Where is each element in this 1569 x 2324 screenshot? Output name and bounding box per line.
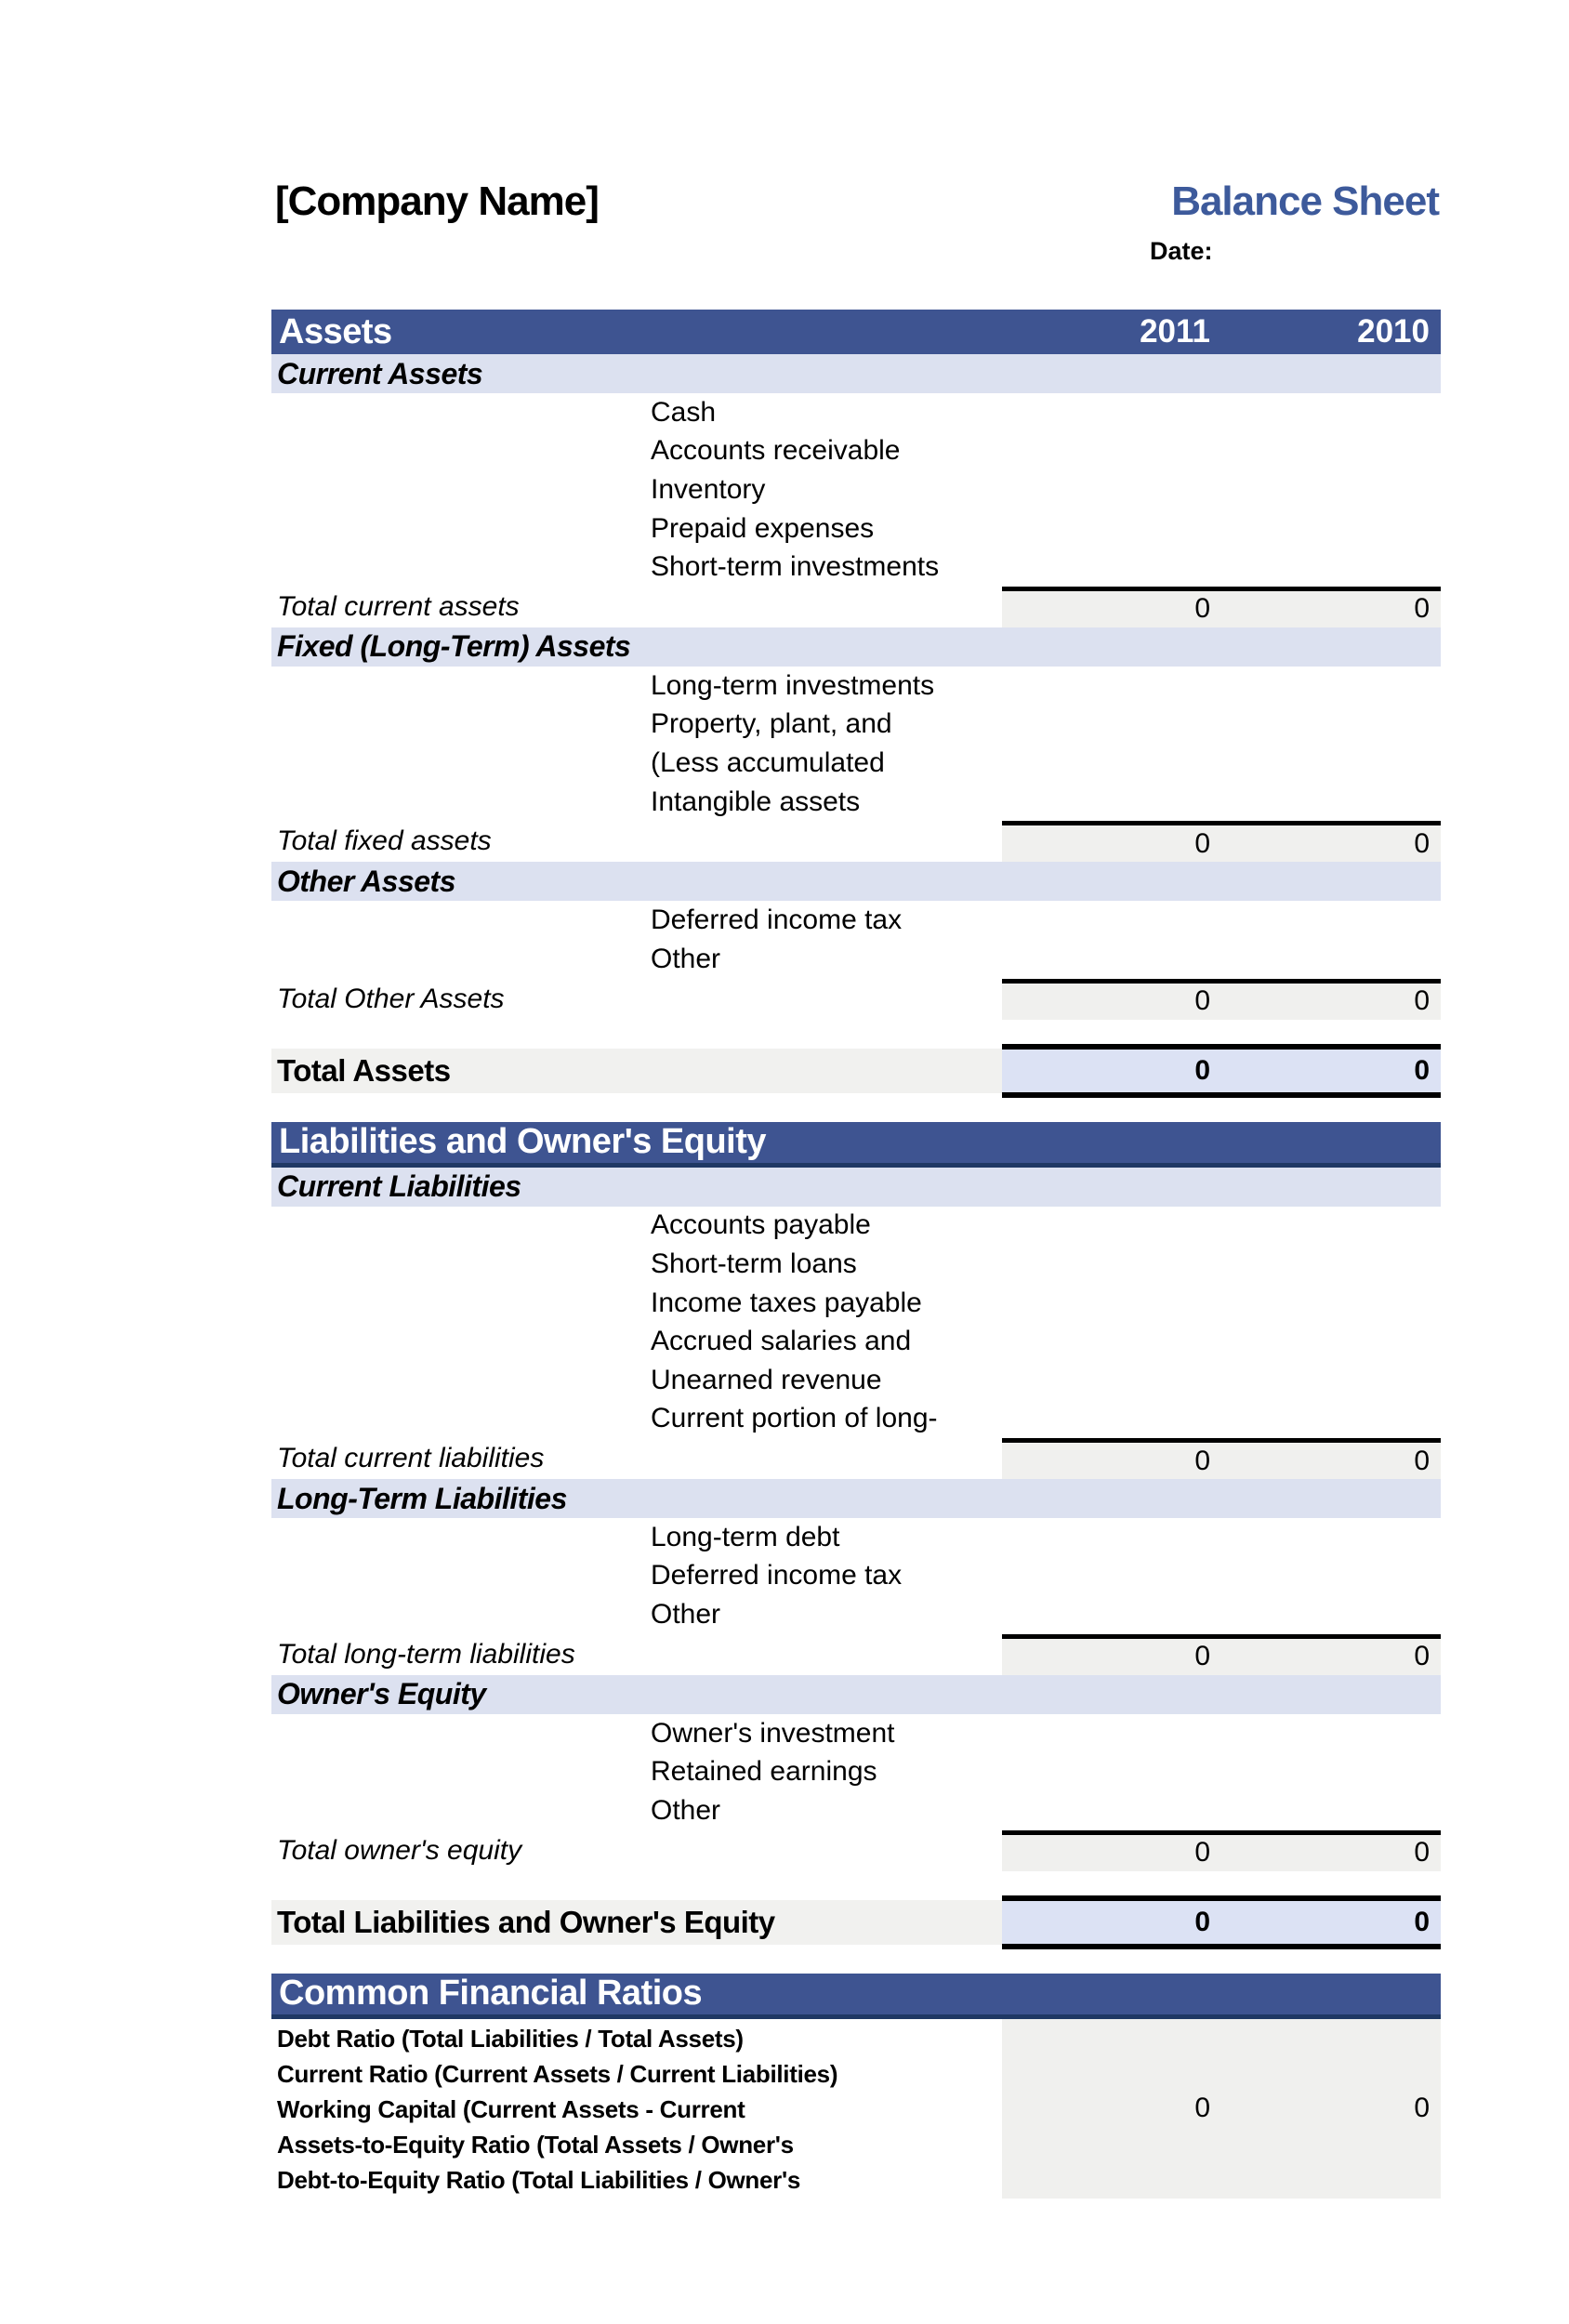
line-item-row — [271, 706, 1441, 745]
value-cell-2010[interactable]: 0 — [1414, 985, 1430, 1017]
line-item-row — [271, 1595, 1441, 1634]
line-item-row — [271, 1518, 1441, 1557]
line-item-row — [271, 1245, 1441, 1284]
line-item-label: Accounts receivable — [651, 435, 901, 467]
assets-header-label: Assets — [279, 311, 392, 351]
year-column-2011: 2011 — [1140, 313, 1210, 350]
document-header — [271, 0, 1441, 310]
total-row-label: Total current assets — [277, 590, 520, 622]
value-cell-2011[interactable]: 0 — [1194, 1054, 1210, 1086]
total-row-label: Total current liabilities — [277, 1443, 545, 1474]
line-item-row — [271, 783, 1441, 822]
section-header-current-assets — [271, 354, 1441, 393]
grand-total-label: Total Liabilities and Owner's Equity — [271, 1900, 1002, 1945]
section-header-current-liabilities — [271, 1168, 1441, 1207]
value-cell-2011[interactable]: 0 — [1194, 1641, 1210, 1672]
line-item-label: Long-term investments — [651, 669, 935, 701]
page-title: Balance Sheet — [1171, 178, 1439, 224]
line-item-row — [271, 667, 1441, 706]
section-label: Other Assets — [277, 864, 455, 898]
value-cell-2010[interactable]: 0 — [1414, 2093, 1430, 2124]
value-cell-2010[interactable]: 0 — [1414, 1054, 1430, 1086]
line-item-label: Intangible assets — [651, 786, 861, 817]
line-item-label: Accounts payable — [651, 1209, 871, 1241]
line-item-label: Property, plant, and — [651, 708, 892, 740]
line-item-label: Deferred income tax — [651, 905, 903, 936]
document-content — [271, 0, 1441, 2199]
total-values — [1002, 979, 1441, 1020]
line-item-label: Current portion of long- — [651, 1403, 938, 1434]
line-item-row — [271, 393, 1441, 432]
line-item-row — [271, 1284, 1441, 1323]
value-cell-2011[interactable]: 0 — [1194, 1837, 1210, 1868]
line-item-row — [271, 509, 1441, 548]
value-cell-2010[interactable]: 0 — [1414, 827, 1430, 859]
value-cell-2011[interactable]: 0 — [1194, 1906, 1210, 1937]
total-values — [1002, 1830, 1441, 1871]
company-name[interactable]: [Company Name] — [275, 178, 599, 224]
grand-total-label: Total Assets — [271, 1049, 1002, 1093]
line-item-row — [271, 470, 1441, 509]
date-row — [271, 236, 1441, 266]
line-item-label: Long-term debt — [651, 1521, 840, 1552]
line-item-label: Owner's investment — [651, 1717, 895, 1749]
line-item-row — [271, 1557, 1441, 1596]
total-values — [1002, 1438, 1441, 1479]
total-row-label: Total fixed assets — [277, 825, 492, 857]
line-item-row — [271, 1361, 1441, 1400]
liabilities-header-label: Liabilities and Owner's Equity — [279, 1122, 767, 1162]
total-row-label: Total Other Assets — [277, 983, 505, 1014]
section-label: Owner's Equity — [277, 1677, 486, 1711]
ratio-list — [271, 2019, 1002, 2199]
line-item-label: Accrued salaries and — [651, 1326, 912, 1357]
section-header-fixed-assets — [271, 627, 1441, 667]
value-cell-2011[interactable]: 0 — [1194, 1445, 1210, 1476]
spacer — [271, 1020, 1441, 1044]
grand-total-row-liabilities-equity — [271, 1895, 1441, 1949]
value-cell-2010[interactable]: 0 — [1414, 1445, 1430, 1476]
section-header-other-assets — [271, 862, 1441, 901]
line-item-label: Cash — [651, 396, 717, 428]
line-item-row — [271, 548, 1441, 587]
spacer — [271, 1098, 1441, 1122]
total-row-other-assets — [271, 979, 1441, 1020]
date-value-cell[interactable] — [1213, 237, 1417, 265]
line-item-label: Short-term loans — [651, 1248, 857, 1279]
value-cell-2011[interactable]: 0 — [1194, 827, 1210, 859]
ratio-label-debt-ratio: Debt Ratio (Total Liabilities / Total Assets) — [277, 2025, 744, 2053]
year-column-2010: 2010 — [1357, 313, 1430, 350]
total-row-current-liabilities — [271, 1438, 1441, 1479]
value-cell-2010[interactable]: 0 — [1414, 1837, 1430, 1868]
value-cell-2010[interactable]: 0 — [1414, 1641, 1430, 1672]
ratio-label-assets-to-equity: Assets-to-Equity Ratio (Total Assets / Owner's — [277, 2131, 794, 2159]
value-cell-2011[interactable]: 0 — [1194, 2093, 1210, 2124]
liabilities-header-bar — [271, 1122, 1441, 1168]
grand-total-values — [1002, 1895, 1441, 1949]
line-item-row — [271, 940, 1441, 979]
total-values — [1002, 821, 1441, 862]
ratios-header-label: Common Financial Ratios — [279, 1974, 703, 2014]
line-item-row — [271, 432, 1441, 471]
total-row-label: Total long-term liabilities — [277, 1638, 575, 1670]
total-row-owners-equity — [271, 1830, 1441, 1871]
line-item-label: Other — [651, 1794, 721, 1826]
line-item-label: (Less accumulated — [651, 746, 885, 778]
ratio-values — [1002, 2019, 1441, 2199]
line-item-label: Unearned revenue — [651, 1364, 882, 1395]
ratios-header-bar — [271, 1974, 1441, 2019]
spacer — [271, 1949, 1441, 1974]
line-item-label: Prepaid expenses — [651, 512, 875, 544]
line-item-row — [271, 1714, 1441, 1753]
section-label: Long-Term Liabilities — [277, 1481, 567, 1515]
value-cell-2010[interactable]: 0 — [1414, 1906, 1430, 1937]
ratio-label-working-capital: Working Capital (Current Assets - Current — [277, 2095, 745, 2124]
ratio-label-current-ratio: Current Ratio (Current Assets / Current Liabilities) — [277, 2060, 838, 2089]
grand-total-row-assets — [271, 1044, 1441, 1098]
ratio-label-debt-to-equity: Debt-to-Equity Ratio (Total Liabilities / Owner's — [277, 2166, 801, 2195]
assets-header-bar — [271, 310, 1441, 354]
section-label: Current Liabilities — [277, 1169, 521, 1204]
line-item-row — [271, 1400, 1441, 1439]
line-item-label: Short-term investments — [651, 551, 940, 583]
line-item-label: Other — [651, 1599, 721, 1631]
spacer — [271, 1871, 1441, 1895]
total-values — [1002, 587, 1441, 627]
line-item-row — [271, 1752, 1441, 1791]
line-item-row — [271, 1791, 1441, 1830]
total-row-long-term-liabilities — [271, 1634, 1441, 1675]
line-item-row — [271, 1322, 1441, 1361]
value-cell-2011[interactable]: 0 — [1194, 593, 1210, 625]
section-header-owners-equity — [271, 1675, 1441, 1714]
total-row-fixed-assets — [271, 821, 1441, 862]
line-item-label: Other — [651, 943, 721, 974]
total-row-current-assets — [271, 587, 1441, 627]
total-row-label: Total owner's equity — [277, 1834, 522, 1866]
date-label: Date: — [1150, 236, 1213, 265]
value-cell-2011[interactable]: 0 — [1194, 985, 1210, 1017]
line-item-label: Income taxes payable — [651, 1287, 922, 1318]
line-item-label: Deferred income tax — [651, 1560, 903, 1591]
section-header-long-term-liabilities — [271, 1479, 1441, 1518]
line-item-row — [271, 744, 1441, 783]
section-label: Fixed (Long-Term) Assets — [277, 629, 631, 664]
section-label: Current Assets — [277, 356, 483, 390]
line-item-row — [271, 1207, 1441, 1246]
spacer — [271, 266, 1441, 310]
total-values — [1002, 1634, 1441, 1675]
line-item-row — [271, 901, 1441, 940]
line-item-label: Retained earnings — [651, 1756, 877, 1788]
grand-total-values — [1002, 1044, 1441, 1098]
value-cell-2010[interactable]: 0 — [1414, 593, 1430, 625]
brand-row — [271, 178, 1441, 225]
ratios-body — [271, 2019, 1441, 2199]
line-item-label: Inventory — [651, 473, 766, 505]
